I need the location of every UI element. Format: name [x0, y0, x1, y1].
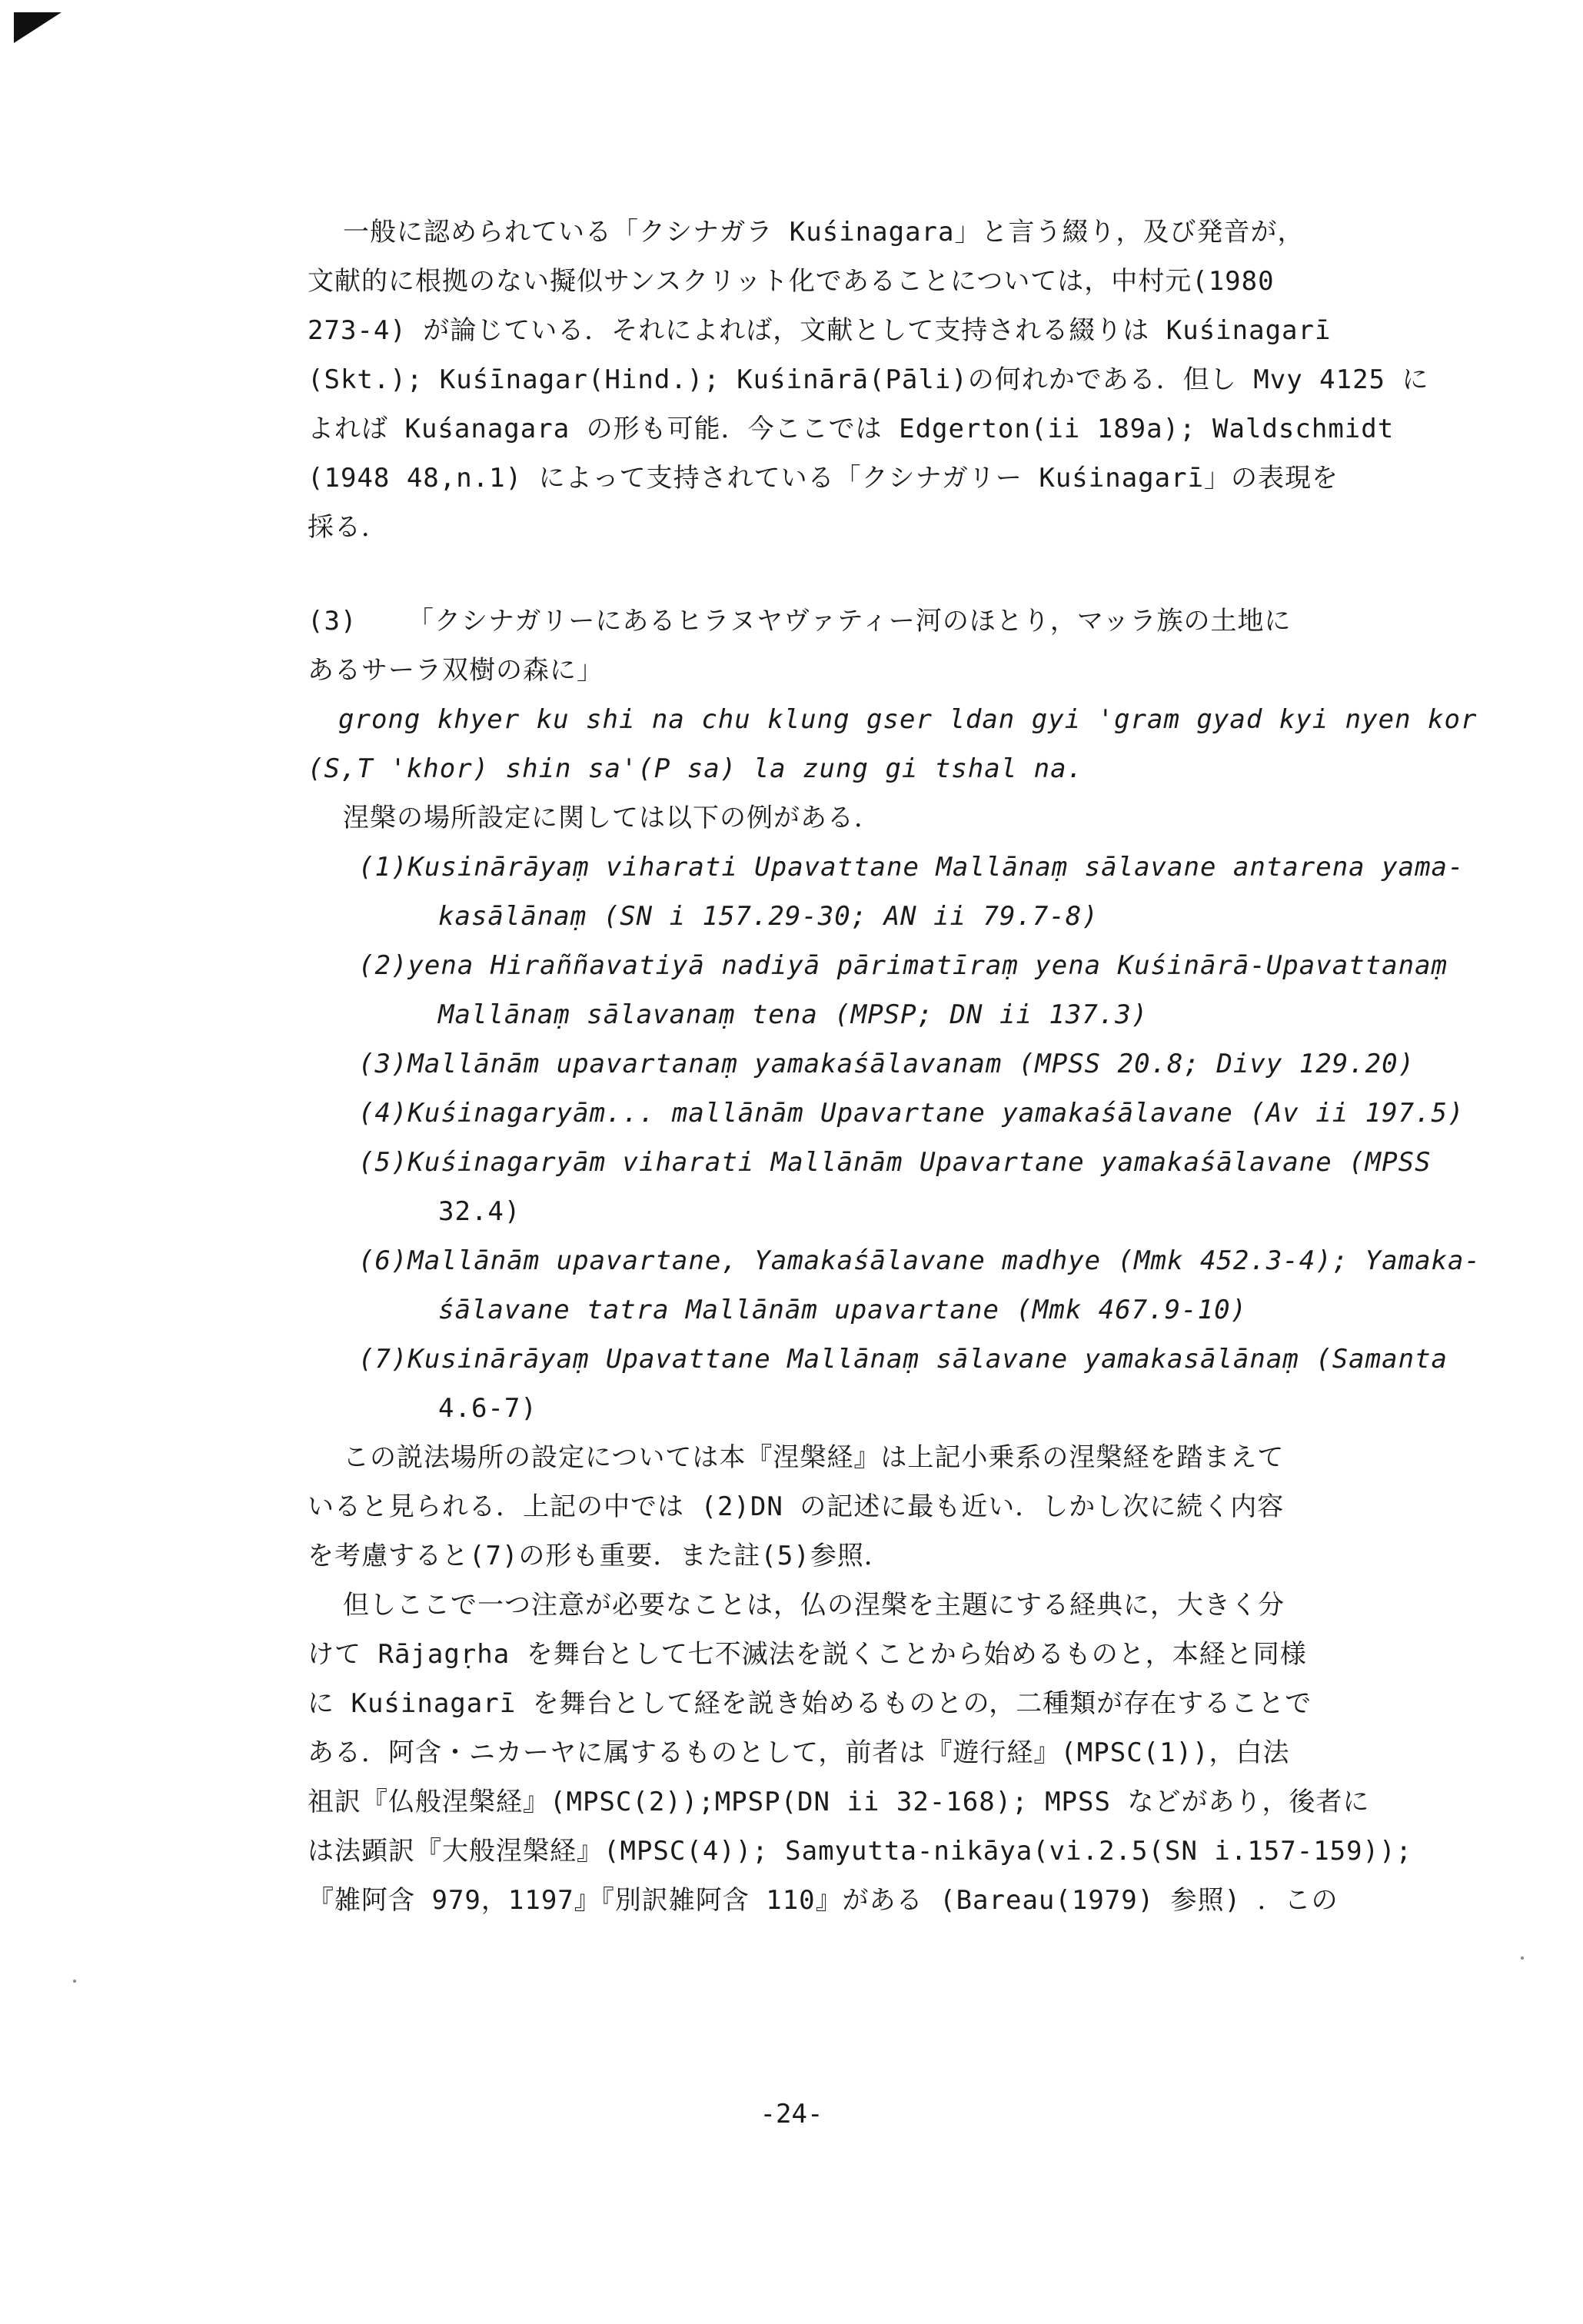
example-item: (2)yena Hiraññavatiyā nadiyā pārimatīraṃ yena Kuśinārā-Upavattanaṃ: [358, 950, 1448, 981]
example-item-cont: 4.6-7): [438, 1393, 537, 1424]
text-line: (1948 48,n.1) によって支持されている「クシナガリー Kuśinagarī」の表現を: [308, 463, 1339, 494]
note-title: 「クシナガリーにあるヒラヌヤヴァティー河のほとり，マッラ族の土地に: [407, 606, 1292, 637]
example-item-cont: 32.4): [438, 1196, 521, 1227]
text-line: 文献的に根拠のない擬似サンスクリット化であることについては，中村元(1980: [308, 266, 1275, 297]
note-title-cont: あるサーラ双樹の森に」: [308, 655, 604, 686]
example-item: (1)Kusinārāyaṃ viharati Upavattane Mallānaṃ sālavane antarena yama-: [358, 852, 1465, 883]
text-line: 採る．: [308, 512, 388, 543]
examples-list: [308, 843, 1484, 1433]
examples-intro: 涅槃の場所設定に関しては以下の例がある．: [343, 803, 881, 833]
text-line: けて Rājagṛha を舞台として七不滅法を説くことから始めるものと，本経と同様: [308, 1639, 1307, 1670]
example-item-cont: śālavane tatra Mallānām upavartane (Mmk 467.9-10): [438, 1295, 1248, 1325]
text-line: ある．阿含・ニカーヤに属するものとして，前者は『遊行経』(MPSC(1))，白法: [308, 1737, 1290, 1768]
paragraph-setting: [308, 1433, 1484, 1581]
scan-speck: [73, 1980, 76, 1983]
page-number: -24-: [760, 2099, 823, 2130]
example-item: (5)Kuśinagaryām viharati Mallānām Upavartane yamakaśālavane (MPSS: [358, 1147, 1432, 1178]
example-item-cont: kasālānaṃ (SN i 157.29-30; AN ii 79.7-8): [438, 901, 1099, 932]
corner-mark: [14, 12, 62, 43]
scan-speck: [1521, 1957, 1524, 1960]
text-line: 但しここで一つ注意が必要なことは，仏の涅槃を主題にする経典に，大きく分: [343, 1590, 1285, 1621]
text-line: よれば Kuśanagara の形も可能．今ここでは Edgerton(ii 189a); Waldschmidt: [308, 414, 1395, 444]
example-item: (3)Mallānām upavartanaṃ yamakaśālavanam (MPSS 20.8; Divy 129.20): [358, 1049, 1415, 1079]
text-line: は法顕訳『大般涅槃経』(MPSC(4)); Samyutta-nikāya(vi.2.5(SN i.157-159));: [308, 1836, 1413, 1867]
text-line: 273-4) が論じている．それによれば，文献として支持される綴りは Kuśinagarī: [308, 315, 1332, 346]
example-item: (4)Kuśinagaryām... mallānām Upavartane yamakaśālavane (Av ii 197.5): [358, 1098, 1465, 1129]
text-line: この説法場所の設定については本『涅槃経』は上記小乗系の涅槃経を踏まえて: [343, 1442, 1285, 1473]
text-line: に Kuśinagarī を舞台として経を説き始めるものとの，二種類が存在することで: [308, 1688, 1312, 1719]
note-number: (3): [308, 606, 358, 637]
text-line: いると見られる．上記の中では (2)DN の記述に最も近い．しかし次に続く内容: [308, 1491, 1285, 1522]
text-line: grong khyer ku shi na chu klung gser ldan gyi 'gram gyad kyi nyen kor: [338, 704, 1478, 735]
example-item: (7)Kusinārāyaṃ Upavattane Mallānaṃ sālavane yamakasālānaṃ (Samanta: [358, 1344, 1448, 1375]
paragraph-two-types: [308, 1581, 1484, 1925]
text-line: (S,T 'khor) shin sa'(P sa) la zung gi tshal na.: [308, 753, 1084, 784]
example-item: (6)Mallānām upavartane, Yamakaśālavane madhye (Mmk 452.3-4); Yamaka-: [358, 1245, 1481, 1276]
text-line: を考慮すると(7)の形も重要．また註(5)参照．: [308, 1541, 891, 1571]
text-line: (Skt.); Kuśīnagar(Hind.); Kuśinārā(Pāli)の何れかである．但し Mvy 4125 に: [308, 364, 1429, 395]
paragraph-kusinagara-spelling: [308, 208, 1484, 552]
page-body: [308, 208, 1484, 1925]
text-line: 『雑阿含 979，1197』『別訳雑阿含 110』がある (Bareau(1979) 参照) ．この: [308, 1885, 1339, 1916]
text-line: 一般に認められている「クシナガラ Kuśinagara」と言う綴り，及び発音が，: [343, 217, 1305, 248]
example-item-cont: Mallānaṃ sālavanaṃ tena (MPSP; DN ii 137.3): [438, 999, 1149, 1030]
tibetan-text: [308, 695, 1484, 793]
note-heading: [308, 597, 1484, 695]
text-line: 祖訳『仏般涅槃経』(MPSC(2));MPSP(DN ii 32-168); MPSS などがあり，後者に: [308, 1787, 1370, 1817]
